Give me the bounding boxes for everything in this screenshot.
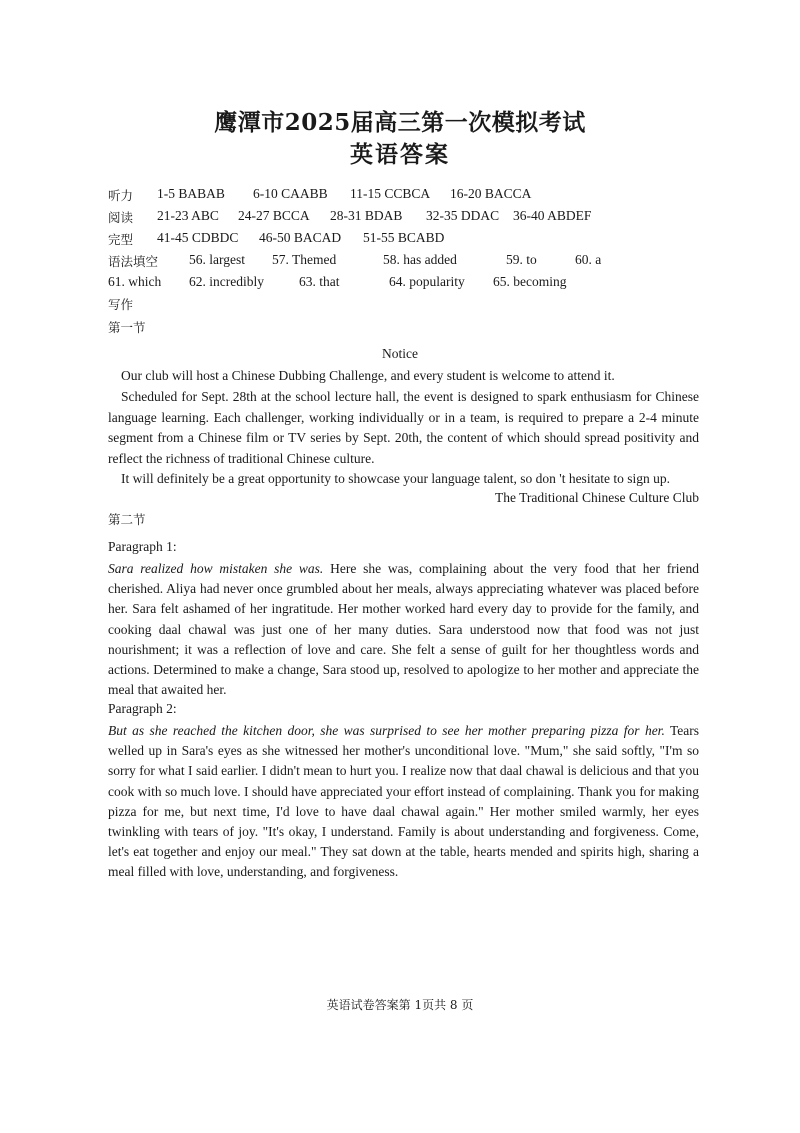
paragraph-1-body: Here she was, complaining about the very food that her friend cherished. Aliya had never once grumbled about her meals, always appreciating whatever was placed before her. Sara felt ashamed of her ingratitude. Her mother worked hard every day to provide for the family, and cooking daal chawal was just one of her many duties. Sara understood now that food was not just nourishment; it was a reflection of love and care. She felt a sense of guilt for her thoughtless words and actions. Determined to make a change, Sara stood up, resolved to apologize to her mother and appreciate the meal that awaited her. — [108, 561, 699, 698]
answer-item: 56. largest — [189, 252, 245, 267]
page-footer: 英语试卷答案第 1页共 8 页 — [326, 998, 474, 1012]
paragraph-2-lead: But as she reached the kitchen door, she was surprised to see her mother preparing pizza for her. — [108, 723, 665, 738]
paragraph-1-text — [108, 559, 699, 700]
page-title: 鹰潭市2025届高三第一次模拟考试 — [214, 109, 586, 136]
answer-item: 11-15 CCBCA — [350, 186, 431, 201]
answer-item: 63. that — [299, 274, 340, 289]
answer-item: 1-5 BABAB — [157, 186, 225, 201]
answer-item: 57. Themed — [272, 252, 337, 267]
answer-item: 64. popularity — [389, 274, 465, 289]
answer-item: 6-10 CAABB — [253, 186, 328, 201]
cloze-label: 完型 — [108, 232, 134, 247]
paragraph-2-body: Tears welled up in Sara's eyes as she witnessed her mother's unconditional love. "Mum," she said softly, "I'm so sorry for what I said earlier. I didn't mean to hurt you. I realize now that daal chawal is delicious and that you cook with so much love. I should have appreciated your effort instead of complaining. Thank you for making pizza for me, but next time, I'd love to have daal chawal again." Her mother smiled warmly, her eyes twinkling with tears of joy. "It's okay, I understand. Family is about understanding and forgiveness. Come, let's eat together and enjoy our meal." They sat down at the table, hearts mended and spirits high, sharing a meal filled with love, understanding, and forgiveness. — [108, 723, 699, 880]
page-subtitle: 英语答案 — [350, 141, 450, 168]
paragraph-2-label: Paragraph 2: — [108, 701, 177, 716]
answer-item: 59. to — [506, 252, 537, 267]
writing-label: 写作 — [108, 297, 134, 312]
answer-item: 65. becoming — [493, 274, 567, 289]
listening-label: 听力 — [108, 188, 134, 203]
section-1-label: 第一节 — [108, 320, 146, 335]
answer-item: 24-27 BCCA — [238, 208, 310, 223]
answer-item: 32-35 DDAC — [426, 208, 500, 223]
section-2-label: 第二节 — [108, 512, 146, 527]
answer-item: 58. has added — [383, 252, 457, 267]
notice-signature: The Traditional Chinese Culture Club — [495, 490, 699, 505]
paragraph-1-label: Paragraph 1: — [108, 539, 177, 554]
reading-label: 阅读 — [108, 210, 134, 225]
grammar-label: 语法填空 — [108, 254, 159, 269]
paragraph-2-text — [108, 721, 699, 883]
notice-paragraph: Our club will host a Chinese Dubbing Challenge, and every student is welcome to attend it. — [121, 368, 615, 383]
answer-item: 16-20 BACCA — [450, 186, 532, 201]
notice-title: Notice — [382, 346, 418, 361]
answer-item: 61. which — [108, 274, 162, 289]
answer-item: 62. incredibly — [189, 274, 264, 289]
answer-item: 36-40 ABDEF — [513, 208, 592, 223]
answer-item: 41-45 CDBDC — [157, 230, 239, 245]
notice-paragraph: Scheduled for Sept. 28th at the school lecture hall, the event is designed to spark enthusiasm for Chinese language learning. Each challenger, working individually or in a team, is required to prepare a 2-4 minute segment from a Chinese film or TV series by Sept. 20th, the content of which should spread positivity and reflect the richness of traditional Chinese culture. — [108, 389, 699, 466]
answer-item: 28-31 BDAB — [330, 208, 403, 223]
notice-paragraph: It will definitely be a great opportunity to showcase your language talent, so don 't hesitate to sign up. — [121, 471, 671, 486]
answer-item: 60. a — [575, 252, 602, 267]
answer-item: 21-23 ABC — [157, 208, 219, 223]
answer-item: 51-55 BCABD — [363, 230, 445, 245]
paragraph-1-lead: Sara realized how mistaken she was. — [108, 561, 324, 576]
answer-item: 46-50 BACAD — [259, 230, 342, 245]
